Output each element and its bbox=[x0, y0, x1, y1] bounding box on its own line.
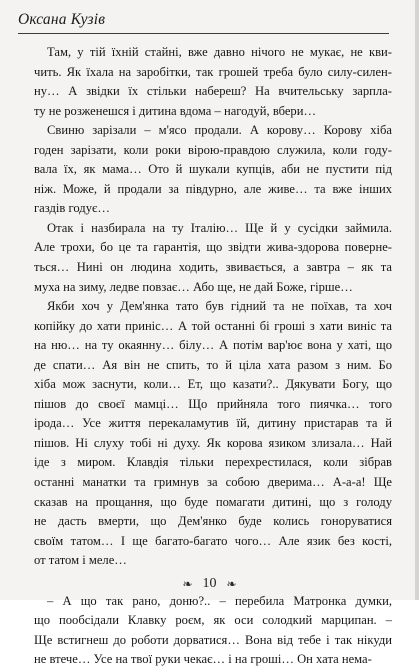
text-line: от татом і меле… bbox=[34, 553, 127, 568]
page-number: 10 bbox=[202, 576, 217, 592]
text-line: останні манатки та гримнув за собою дверима… А-а-а! Ще bbox=[34, 475, 392, 490]
text-line: хіба мож заснути, коли… Ет, що казати?.. Дякувати Богу, що bbox=[34, 377, 392, 392]
text-line: пішов до своєї мамці… Що прийняла того пиячка… того bbox=[34, 396, 392, 411]
text-line: газдів годує… bbox=[34, 201, 110, 216]
paragraph bbox=[34, 219, 392, 297]
running-head: Оксана Кузів bbox=[18, 11, 106, 28]
text-line: іде з миром. Клавдія тільки перехрестилася, коли зібрав bbox=[34, 455, 392, 470]
text-line: не втече… Усе на твої руки чекає… і на гроші… Он хата нема- bbox=[34, 652, 372, 667]
text-line: Але трохи, бо це та гарантія, що звідти жива-здорова поверне- bbox=[34, 240, 392, 255]
text-line: не дасть вмерти, що Дем'янко буде колись гоноруватися bbox=[34, 514, 392, 529]
text-line: Там, у тій їхній стайні, вже давно нічого не мукає, не кви- bbox=[47, 45, 392, 59]
text-line: ніж. Може, й продали за півдурно, але живе… та вже інших bbox=[34, 181, 392, 196]
paragraph bbox=[34, 297, 392, 571]
text-line: ту не розженешся і дитина вдома – нагодуй, вбери… bbox=[34, 103, 317, 118]
text-line: ться… Нині он людина ходить, звивається, а завтра – як та bbox=[34, 260, 392, 275]
text-line: ірода… Усе життя перекаламутив їй, дитину пристарав та й bbox=[34, 416, 392, 431]
text-line: на ню… на ту окаянну… білу… А потім вар'ює вона у хаті, що bbox=[34, 338, 392, 353]
text-line: сказав на прощання, що буде помагати дитині, що з голоду bbox=[34, 494, 392, 509]
paragraph bbox=[34, 43, 392, 121]
text-line: копійку до хати приніс… А той останні бі гроші з хати виніс та bbox=[34, 318, 392, 333]
text-line: Свиню зарізали – м'ясо продали. А корову… Корову хіба bbox=[47, 123, 392, 138]
text-line: пішов. Ні слуху тобі ні духу. Як корова язиком злизала… Най bbox=[34, 435, 392, 450]
header-rule bbox=[18, 33, 389, 34]
text-line: Ще встигнеш до роботи дорватися… Вона від тебе і так нікуди bbox=[34, 632, 392, 647]
page-footer bbox=[0, 574, 419, 594]
text-line: ну… А звідки їх стільки набереш? На вчительську зарпла- bbox=[34, 84, 392, 99]
paragraph bbox=[34, 592, 392, 670]
text-line: – А що так рано, доню?.. – перебила Матронка думки, bbox=[47, 593, 392, 608]
text-line: своїм татом… І ще багато-багато чого… Але язик без кості, bbox=[34, 533, 392, 548]
right-ornament-icon: ❧ bbox=[226, 577, 237, 591]
text-line: вала їх, як мама… Ото й шукали купців, аби не пустити під bbox=[34, 162, 392, 177]
text-line: Якби хоч у Дем'янка тато був гідний та не поїхав, та хоч bbox=[47, 299, 392, 314]
text-line: чить. Як їхала на заробітки, так грошей треба було силу-силен- bbox=[34, 64, 392, 79]
paragraph bbox=[34, 121, 392, 219]
text-line: де спати… Ая він не спить, то й ціла хата разом з ним. Бо bbox=[34, 357, 392, 372]
page-edge bbox=[415, 0, 419, 600]
text-line: Отак і назбирала на ту Італію… Ще й у сусідки займила. bbox=[47, 220, 392, 235]
text-line: муха на зиму, ледве повзає… Або ще, не дай Боже, гірше… bbox=[34, 279, 353, 294]
text-line: годен зарізати, коли роки вірою-правдою служила, коли году- bbox=[34, 142, 392, 157]
text-line: що пообсідали Клавку роєм, як оси солодкий марципан. – bbox=[34, 613, 392, 628]
left-ornament-icon: ❧ bbox=[182, 577, 193, 591]
